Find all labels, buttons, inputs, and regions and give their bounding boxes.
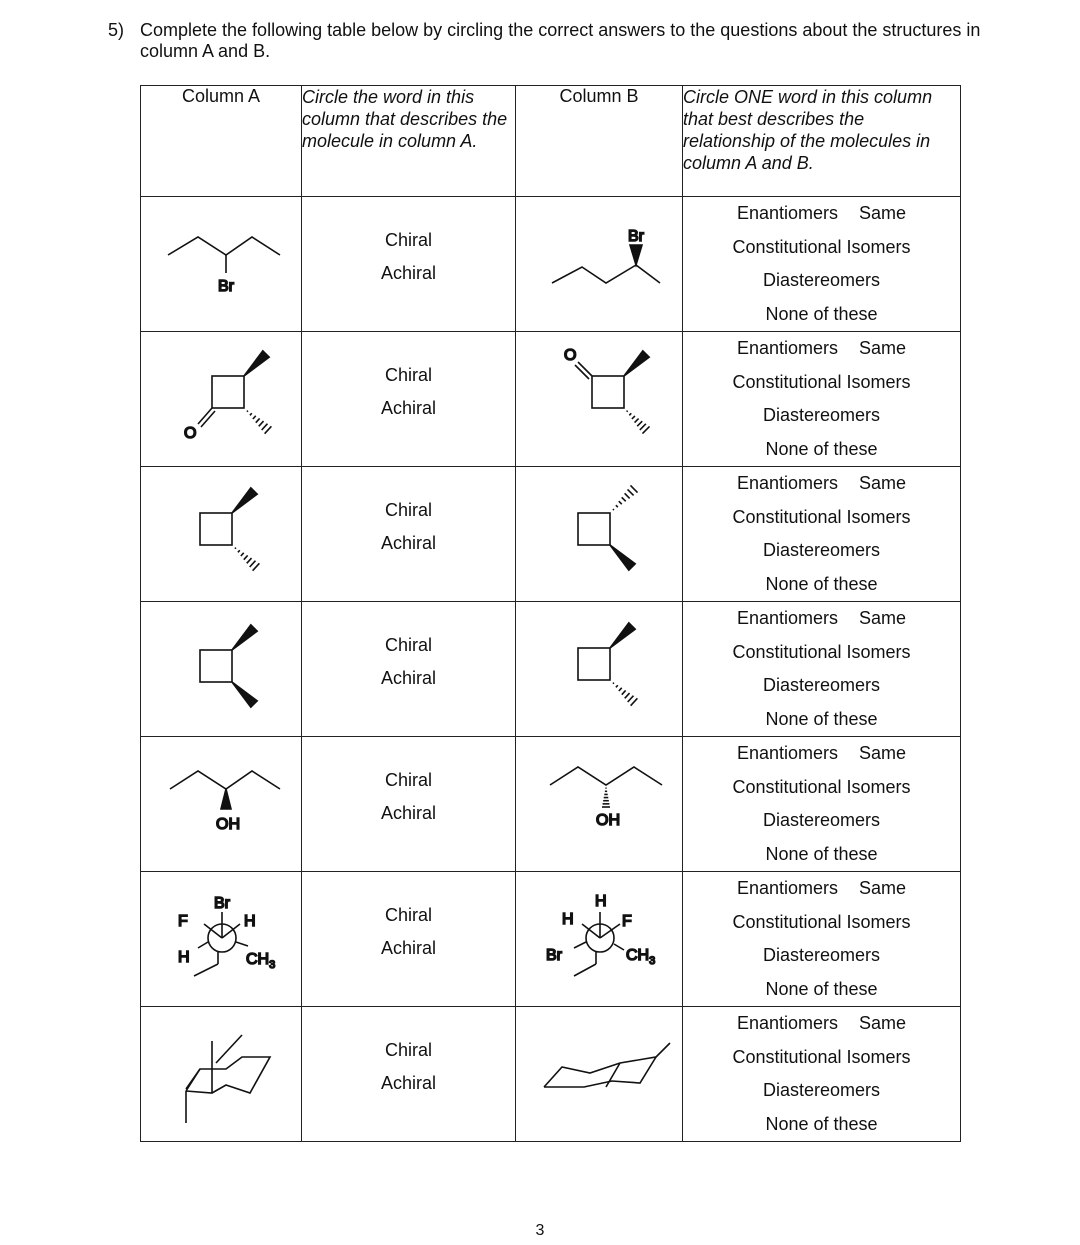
column-b-structure xyxy=(516,467,683,602)
same-option[interactable]: Same xyxy=(859,338,907,358)
question-row xyxy=(141,1007,961,1142)
wedge-bond xyxy=(232,625,257,650)
none-of-these-option[interactable]: None of these xyxy=(765,843,878,864)
column-a-structure xyxy=(141,467,302,602)
same-option[interactable]: Same xyxy=(859,203,907,223)
hash-bond xyxy=(613,485,638,510)
column-a-instruction: Circle the word in this column that describes the molecule in column A. xyxy=(302,86,516,197)
relationship-choices xyxy=(683,467,961,602)
none-of-these-option[interactable]: None of these xyxy=(765,573,878,594)
column-b-instruction: Circle ONE word in this column that best describes the relationship of the molecules in column A and B. xyxy=(683,86,961,197)
enantiomers-option[interactable]: Enantiomers xyxy=(736,1013,839,1033)
atom-label: H xyxy=(562,911,574,928)
atom-label: O xyxy=(564,347,577,364)
atom-label: OH xyxy=(596,812,620,829)
atom-label: H xyxy=(244,913,256,930)
column-a-structure xyxy=(141,872,302,1007)
achiral-option[interactable]: Achiral xyxy=(380,533,437,553)
relationship-choices xyxy=(683,197,961,332)
methyl-label: $CH_3$ xyxy=(246,951,276,971)
same-option[interactable]: Same xyxy=(859,743,907,763)
relationship-line-1 xyxy=(683,467,960,501)
none-of-these-option[interactable]: None of these xyxy=(765,1113,878,1134)
wedge-bond xyxy=(232,488,257,513)
relationship-choices xyxy=(683,737,961,872)
diastereomers-option[interactable]: Diastereomers xyxy=(762,810,881,830)
enantiomers-option[interactable]: Enantiomers xyxy=(736,473,839,493)
none-of-these-option[interactable]: None of these xyxy=(765,978,878,999)
column-b-structure xyxy=(516,602,683,737)
chiral-option[interactable]: Chiral xyxy=(384,1040,432,1060)
atom-label: H xyxy=(595,893,607,910)
atom-label: F xyxy=(178,913,188,930)
wedge-bond xyxy=(232,682,257,707)
achiral-option[interactable]: Achiral xyxy=(380,803,437,823)
enantiomers-option[interactable]: Enantiomers xyxy=(736,878,839,898)
column-a-header: Column A xyxy=(141,86,302,197)
column-a-structure xyxy=(141,1007,302,1142)
enantiomers-option[interactable]: Enantiomers xyxy=(736,743,839,763)
hash-bond xyxy=(235,548,259,571)
question-text: Complete the following table below by circling the correct answers to the questions about the structures in column A and B. xyxy=(140,20,981,61)
constitutional-isomers-option[interactable]: Constitutional Isomers xyxy=(732,641,911,662)
column-b-structure xyxy=(516,332,683,467)
constitutional-isomers-option[interactable]: Constitutional Isomers xyxy=(732,236,911,257)
chiral-option[interactable]: Chiral xyxy=(384,230,432,250)
newman-projection-a xyxy=(146,872,296,1000)
diastereomers-option[interactable]: Diastereomers xyxy=(762,675,881,695)
hash-bond xyxy=(247,411,271,434)
relationship-choices xyxy=(683,1007,961,1142)
relationship-line-1 xyxy=(683,197,960,231)
wedge-bond xyxy=(624,351,649,376)
column-a-structure xyxy=(141,602,302,737)
wedge-bond xyxy=(244,351,269,376)
wedge-bond xyxy=(610,623,635,648)
diastereomers-option[interactable]: Diastereomers xyxy=(762,945,881,965)
relationship-line-1 xyxy=(683,1007,960,1041)
question-number: 5) xyxy=(108,20,125,40)
chirality-choices xyxy=(302,1007,516,1142)
column-b-structure xyxy=(516,1007,683,1142)
cyclohexane-chair-a xyxy=(146,1007,296,1135)
answer-table xyxy=(140,85,961,1142)
molecule-methylcyclobutanone-b xyxy=(524,332,674,460)
constitutional-isomers-option[interactable]: Constitutional Isomers xyxy=(732,1046,911,1067)
relationship-line-1 xyxy=(683,872,960,906)
chirality-choices xyxy=(302,737,516,872)
achiral-option[interactable]: Achiral xyxy=(380,398,437,418)
diastereomers-option[interactable]: Diastereomers xyxy=(762,540,881,560)
page-number: 3 xyxy=(535,1222,545,1239)
cyclohexane-chair-b xyxy=(524,1007,674,1135)
constitutional-isomers-option[interactable]: Constitutional Isomers xyxy=(732,506,911,527)
relationship-line-1 xyxy=(683,737,960,771)
atom-label: Br xyxy=(218,278,234,295)
chirality-choices xyxy=(302,197,516,332)
hash-bond xyxy=(602,788,610,807)
achiral-option[interactable]: Achiral xyxy=(380,263,437,283)
chirality-choices xyxy=(302,332,516,467)
same-option[interactable]: Same xyxy=(859,608,907,628)
methyl-label: $CH_3$ xyxy=(626,947,656,967)
enantiomers-option[interactable]: Enantiomers xyxy=(736,608,839,628)
column-b-header: Column B xyxy=(516,86,683,197)
chiral-option[interactable]: Chiral xyxy=(384,770,432,790)
diastereomers-option[interactable]: Diastereomers xyxy=(762,1080,881,1100)
atom-label: F xyxy=(622,913,632,930)
atom-label: Br xyxy=(214,895,230,912)
column-b-structure xyxy=(516,872,683,1007)
diastereomers-option[interactable]: Diastereomers xyxy=(762,270,881,290)
wedge-bond xyxy=(221,789,231,809)
question-row xyxy=(141,467,961,602)
question-row xyxy=(141,197,961,332)
achiral-option[interactable]: Achiral xyxy=(380,1073,437,1093)
column-a-structure xyxy=(141,332,302,467)
column-a-structure xyxy=(141,737,302,872)
question-row xyxy=(141,872,961,1007)
atom-label: OH xyxy=(216,816,240,833)
chirality-choices xyxy=(302,602,516,737)
hash-bond xyxy=(613,683,637,706)
relationship-line-1 xyxy=(683,602,960,636)
molecule-dimethylcyclobutane-c xyxy=(146,602,296,730)
molecule-3-pentanol-a xyxy=(146,737,296,865)
question-row xyxy=(141,602,961,737)
chirality-choices xyxy=(302,872,516,1007)
molecule-3-pentanol-b xyxy=(524,737,674,865)
newman-projection-b xyxy=(524,872,674,1000)
column-b-structure xyxy=(516,737,683,872)
hash-bond xyxy=(627,411,650,434)
chiral-option[interactable]: Chiral xyxy=(384,365,432,385)
enantiomers-option[interactable]: Enantiomers xyxy=(736,203,839,223)
none-of-these-option[interactable]: None of these xyxy=(765,438,878,459)
atom-label: Br xyxy=(546,947,562,964)
question-row xyxy=(141,737,961,872)
constitutional-isomers-option[interactable]: Constitutional Isomers xyxy=(732,776,911,797)
atom-label: H xyxy=(178,949,190,966)
diastereomers-option[interactable]: Diastereomers xyxy=(762,405,881,425)
none-of-these-option[interactable]: None of these xyxy=(765,708,878,729)
question-row xyxy=(141,332,961,467)
constitutional-isomers-option[interactable]: Constitutional Isomers xyxy=(732,371,911,392)
wedge-bond xyxy=(630,245,642,265)
molecule-3-bromopentane xyxy=(146,197,296,325)
molecule-dimethylcyclobutane-b xyxy=(524,467,674,595)
atom-label: O xyxy=(184,425,197,442)
molecule-methylcyclobutanone-a xyxy=(146,332,296,460)
chirality-choices xyxy=(302,467,516,602)
constitutional-isomers-option[interactable]: Constitutional Isomers xyxy=(732,911,911,932)
relationship-line-1 xyxy=(683,332,960,366)
same-option[interactable]: Same xyxy=(859,473,907,493)
molecule-dimethylcyclobutane-a xyxy=(146,467,296,595)
question-prompt xyxy=(108,20,1008,62)
wedge-bond xyxy=(610,545,635,570)
none-of-these-option[interactable]: None of these xyxy=(765,303,878,324)
column-a-structure xyxy=(141,197,302,332)
relationship-choices xyxy=(683,872,961,1007)
relationship-choices xyxy=(683,602,961,737)
chiral-option[interactable]: Chiral xyxy=(384,905,432,925)
atom-label: Br xyxy=(628,228,644,245)
column-b-structure xyxy=(516,197,683,332)
same-option[interactable]: Same xyxy=(859,878,907,898)
achiral-option[interactable]: Achiral xyxy=(380,938,437,958)
molecule-bromo-chain-b xyxy=(524,197,674,325)
header-row xyxy=(141,86,961,197)
same-option[interactable]: Same xyxy=(859,1013,907,1033)
achiral-option[interactable]: Achiral xyxy=(380,668,437,688)
chiral-option[interactable]: Chiral xyxy=(384,500,432,520)
enantiomers-option[interactable]: Enantiomers xyxy=(736,338,839,358)
relationship-choices xyxy=(683,332,961,467)
chiral-option[interactable]: Chiral xyxy=(384,635,432,655)
molecule-dimethylcyclobutane-d xyxy=(524,602,674,730)
